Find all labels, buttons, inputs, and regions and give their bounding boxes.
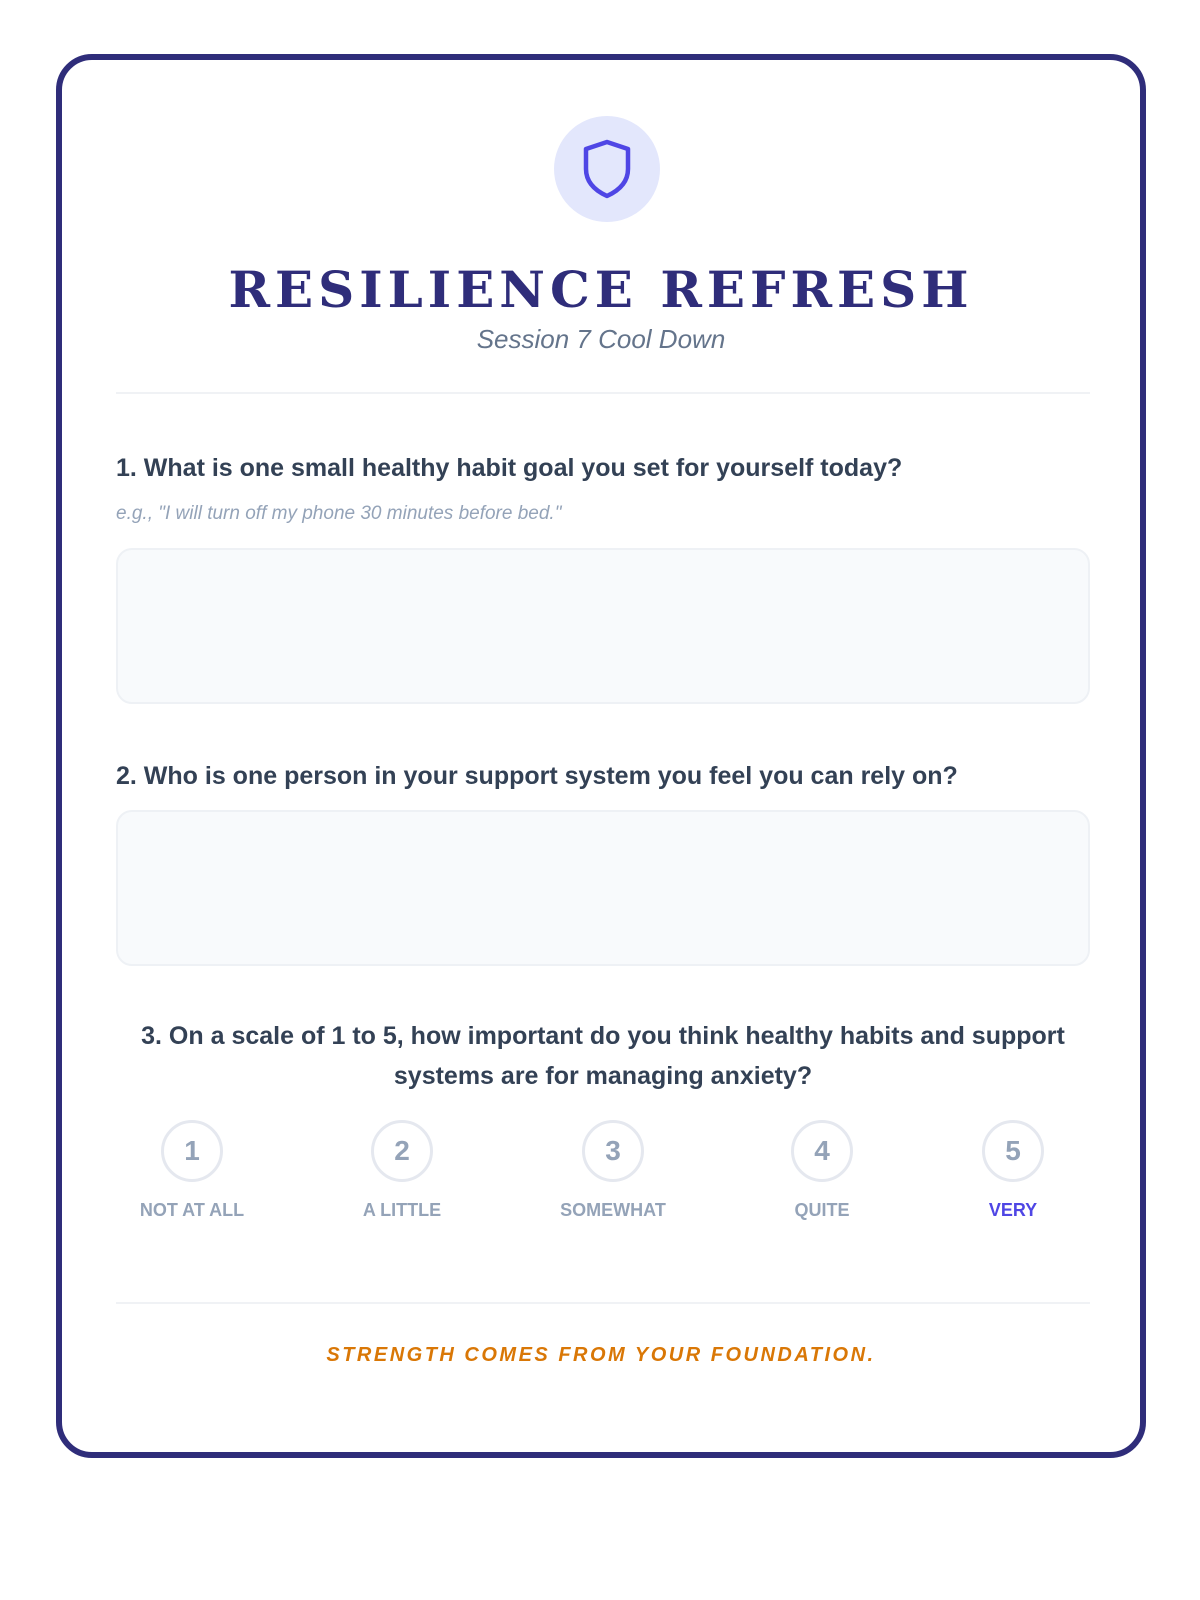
scale-option-4[interactable] xyxy=(742,1120,902,1221)
page-subtitle: Session 7 Cool Down xyxy=(476,324,726,354)
scale-option-5[interactable] xyxy=(933,1120,1093,1221)
footer-motto: STRENGTH COMES FROM YOUR FOUNDATION. xyxy=(326,1344,876,1366)
scale-circle-5[interactable]: 5 xyxy=(982,1120,1044,1182)
question-1-label: 1. What is one small healthy habit goal you set for yourself today? xyxy=(116,454,903,482)
scale-label-quite: QUITE xyxy=(794,1200,850,1220)
scale-option-2[interactable] xyxy=(322,1120,482,1221)
survey-card xyxy=(56,54,1146,1458)
question-1-answer-input[interactable] xyxy=(116,548,1090,704)
scale-circle-1[interactable]: 1 xyxy=(161,1120,223,1182)
scale-label-very: VERY xyxy=(988,1200,1038,1220)
question-2-label: 2. Who is one person in your support system you feel you can rely on? xyxy=(116,762,958,790)
scale-circle-2[interactable]: 2 xyxy=(371,1120,433,1182)
scale-option-3[interactable] xyxy=(533,1120,693,1221)
page-title: RESILIENCE REFRESH xyxy=(228,260,974,319)
question-1-hint: e.g., "I will turn off my phone 30 minutes before bed." xyxy=(116,503,562,524)
question-3-label: 3. On a scale of 1 to 5, how important do you think healthy habits and support systems are for managing anxiety? xyxy=(141,1022,1065,1090)
scale-circle-4[interactable]: 4 xyxy=(791,1120,853,1182)
scale-label-somewhat: SOMEWHAT xyxy=(560,1200,666,1220)
footer-divider xyxy=(116,1302,1090,1304)
scale-circle-3[interactable]: 3 xyxy=(582,1120,644,1182)
question-2-answer-input[interactable] xyxy=(116,810,1090,966)
scale-option-1[interactable] xyxy=(112,1120,272,1221)
scale-label-a-little: A LITTLE xyxy=(362,1200,442,1220)
shield-icon xyxy=(580,138,634,200)
header-divider xyxy=(116,392,1090,394)
scale-label-not-at-all: NOT AT ALL xyxy=(139,1200,245,1220)
logo-badge xyxy=(554,116,660,222)
